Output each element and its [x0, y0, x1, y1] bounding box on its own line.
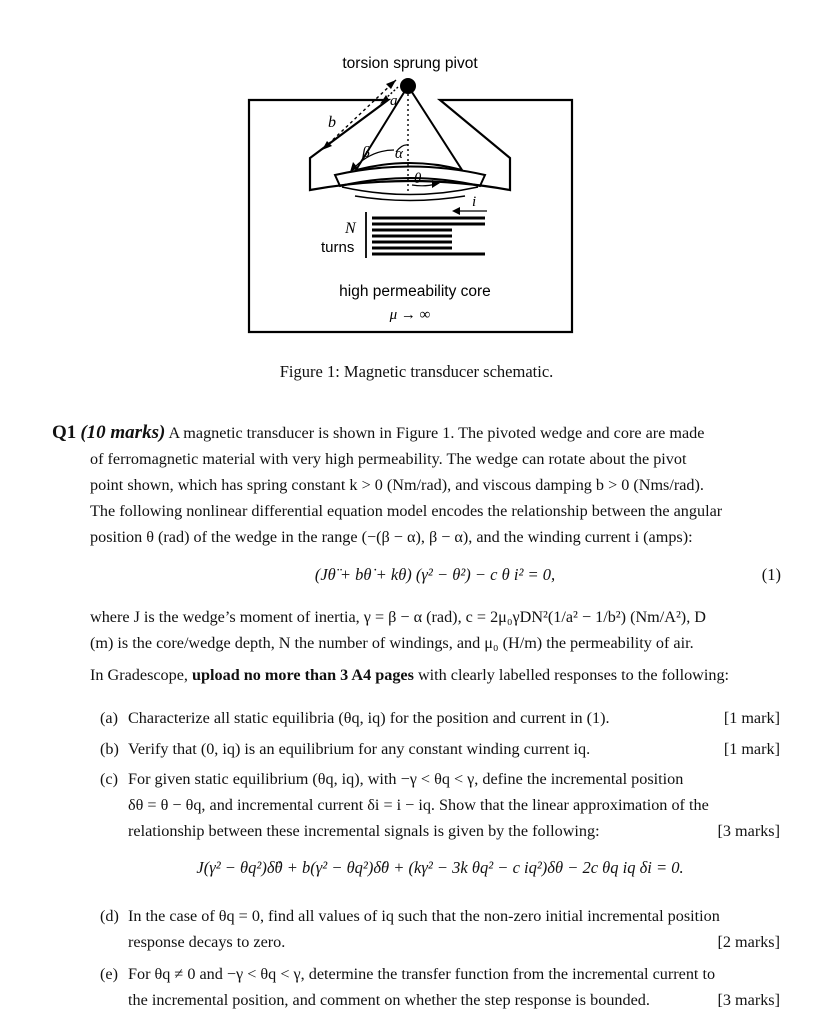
part-line: response decays to zero.	[128, 933, 286, 951]
part-line: Verify that (0, iq) is an equilibrium for any constant winding current iq.	[128, 740, 591, 758]
pivot-wedge	[356, 86, 462, 170]
label-a: a	[390, 93, 398, 109]
part-label: (c)	[100, 770, 118, 788]
part-marks: [3 marks]	[717, 822, 780, 840]
upload-suffix: with clearly labelled responses to the following:	[417, 666, 730, 684]
part-e	[100, 961, 780, 1013]
coil-windings	[372, 218, 485, 254]
question-number: Q1	[52, 422, 77, 443]
part-label: (d)	[100, 907, 119, 925]
label-beta: β	[362, 144, 370, 161]
upload-bold: upload no more than 3 A4 pages	[192, 666, 414, 684]
pivot-label: torsion sprung pivot	[342, 55, 478, 72]
figure-caption: Figure 1: Magnetic transducer schematic.	[279, 362, 554, 381]
part-line: relationship between these incremental signals is given by the following:	[128, 822, 600, 840]
part-line: δθ = θ − θq, and incremental current δi = i − iq. Show that the linear approximation of the	[128, 796, 709, 814]
part-line: In the case of θq = 0, find all values of iq such that the non-zero initial incremental position	[128, 907, 720, 925]
part-marks: [3 marks]	[717, 991, 780, 1009]
part-label: (a)	[100, 709, 118, 727]
part-line: For θq ≠ 0 and −γ < θq < γ, determine the transfer function from the incremental current to	[128, 965, 716, 983]
part-label: (e)	[100, 965, 118, 983]
question-intro	[52, 420, 782, 446]
intro-line-0: A magnetic transducer is shown in Figure 1. The pivoted wedge and core are made	[168, 424, 705, 442]
intro-line-2: point shown, which has spring constant k > 0 (Nm/rad), and viscous damping b > 0 (Nms/rad).	[90, 476, 704, 494]
intro-line-3: The following nonlinear differential equation model encodes the relationship between the angular	[90, 502, 723, 520]
part-line: For given static equilibrium (θq, iq), with −γ < θq < γ, define the incremental position	[128, 770, 684, 788]
part-line: the incremental position, and comment on whether the step response is bounded.	[128, 991, 650, 1009]
equation-c: J(γ² − θq²)δ̈θ + b(γ² − θq²)δ̇θ + (kγ² − 3k θq² − c iq²)δθ − 2c θq iq δi = 0.	[196, 858, 684, 877]
transducer-figure	[0, 0, 833, 360]
equation-1: (Jθ̈ + bθ̇ + kθ) (γ² − θ²) − c θ i² = 0,	[314, 565, 556, 584]
label-turns: turns	[321, 239, 355, 256]
mu-label: μ → ∞	[389, 307, 431, 323]
label-alpha: α	[395, 146, 403, 162]
part-d	[100, 903, 780, 955]
part-marks: [1 mark]	[723, 709, 780, 727]
pivot-dot	[400, 78, 416, 94]
where-line-1: (m) is the core/wedge depth, N the number of windings, and μ₀ (H/m) the permeability of air.	[90, 634, 694, 652]
label-i: i	[472, 194, 477, 210]
part-a	[100, 705, 780, 731]
part-label: (b)	[100, 740, 119, 758]
part-marks: [2 marks]	[717, 933, 780, 951]
equation-1-number: (1)	[761, 565, 781, 584]
question-marks: (10 marks)	[80, 422, 166, 443]
part-line: Characterize all static equilibria (θq, iq) for the position and current in (1).	[128, 709, 610, 727]
part-marks: [1 mark]	[723, 740, 780, 758]
label-n: N	[345, 220, 356, 237]
upload-prefix: In Gradescope,	[90, 666, 188, 684]
where-line-0: where J is the wedge’s moment of inertia, γ = β − α (rad), c = 2μ₀γDN²(1/a² − 1/b²) (Nm/A²), D	[90, 608, 706, 626]
core-label: high permeability core	[339, 283, 491, 300]
part-b	[100, 736, 780, 762]
part-c	[100, 766, 780, 844]
intro-line-1: of ferromagnetic material with very high permeability. The wedge can rotate about the pivot	[90, 450, 687, 468]
label-theta: θ	[414, 171, 422, 187]
intro-line-4: position θ (rad) of the wedge in the range (−(β − α), β − α), and the winding current i (amps):	[90, 528, 693, 546]
label-b: b	[328, 114, 336, 131]
upload-instruction	[90, 662, 780, 688]
